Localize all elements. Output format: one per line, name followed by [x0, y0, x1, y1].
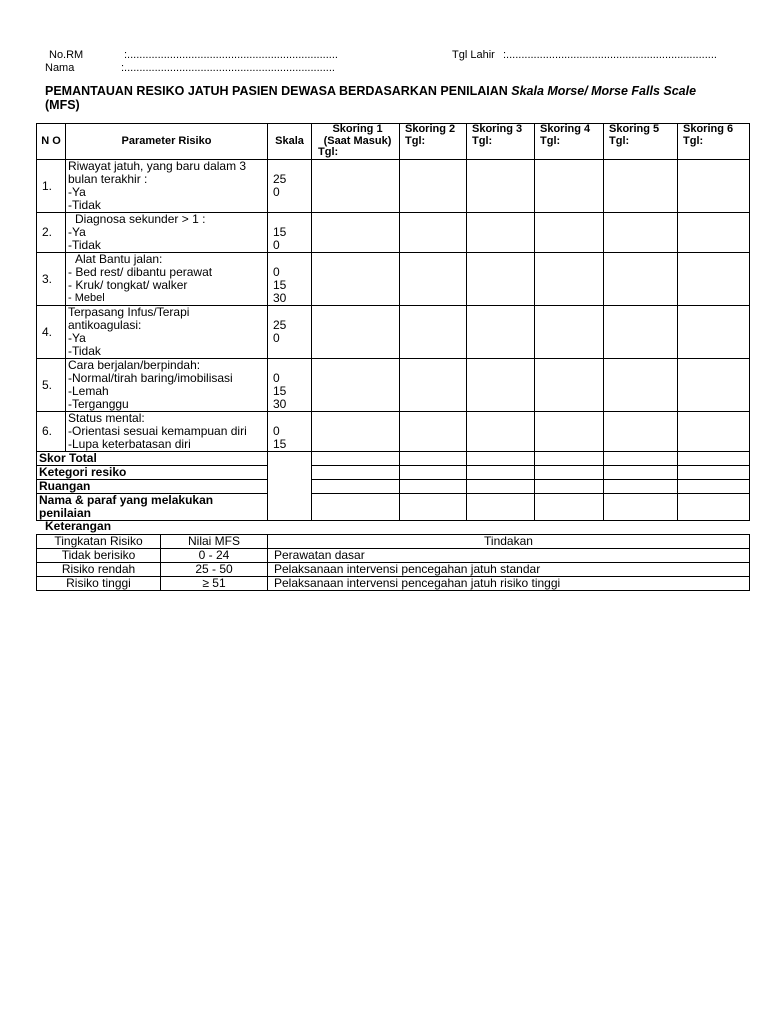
score-cell[interactable]: [604, 452, 678, 466]
score-cell[interactable]: [467, 253, 535, 306]
risk-level: Tidak berisiko: [37, 549, 161, 563]
row-skala: 0 15: [268, 412, 312, 452]
score-cell[interactable]: [535, 452, 604, 466]
score-cell[interactable]: [400, 253, 467, 306]
keterangan-label: Keterangan: [45, 519, 112, 533]
score-cell[interactable]: [312, 253, 400, 306]
page-title: [45, 84, 735, 112]
score-cell[interactable]: [604, 253, 678, 306]
score-cell[interactable]: [535, 359, 604, 412]
row-parameter: Riwayat jatuh, yang baru dalam 3 bulan terakhir : -Ya -Tidak: [66, 160, 268, 213]
skor-total-label: Skor Total: [37, 452, 268, 466]
nama-field[interactable]: :.....................................................................: [121, 62, 335, 74]
score-cell[interactable]: [535, 480, 604, 494]
score-cell[interactable]: [312, 452, 400, 466]
score-cell[interactable]: [678, 359, 750, 412]
row-parameter: Cara berjalan/berpindah: -Normal/tirah baring/imobilisasi -Lemah -Terganggu: [66, 359, 268, 412]
score-cell[interactable]: [535, 160, 604, 213]
row-skala: 25 0: [268, 306, 312, 359]
action-text: Pelaksanaan intervensi pencegahan jatuh risiko tinggi: [268, 577, 750, 591]
score-cell[interactable]: [400, 359, 467, 412]
table-row: [37, 359, 750, 412]
nama-label: Nama: [45, 62, 75, 74]
score-cell[interactable]: [467, 494, 535, 521]
keterangan-header-nilai: Nilai MFS: [161, 535, 268, 549]
score-cell[interactable]: [467, 480, 535, 494]
row-skala: 0 15 30: [268, 359, 312, 412]
title-italic: Skala Morse/ Morse Falls Scale: [511, 84, 697, 98]
score-cell[interactable]: [678, 412, 750, 452]
row-number: 5.: [37, 359, 66, 412]
score-cell[interactable]: [312, 494, 400, 521]
row-parameter: Diagnosa sekunder > 1 : -Ya -Tidak: [66, 213, 268, 253]
keterangan-header-row: [37, 535, 750, 549]
score-cell[interactable]: [678, 452, 750, 466]
score-cell[interactable]: [678, 306, 750, 359]
keterangan-row: [37, 577, 750, 591]
kategori-risiko-row: [37, 466, 750, 480]
col-header-skoring-2: Skoring 2 Tgl:: [400, 124, 467, 160]
score-cell[interactable]: [535, 306, 604, 359]
score-cell[interactable]: [535, 412, 604, 452]
ruangan-row: [37, 480, 750, 494]
title-main: PEMANTAUAN RESIKO JATUH PASIEN DEWASA BERDASARKAN PENILAIAN: [45, 84, 512, 98]
score-cell[interactable]: [400, 480, 467, 494]
row-number: 6.: [37, 412, 66, 452]
table-row: [37, 412, 750, 452]
score-cell[interactable]: [312, 306, 400, 359]
table-row: [37, 160, 750, 213]
score-cell[interactable]: [678, 494, 750, 521]
skor-total-row: [37, 452, 750, 466]
score-cell[interactable]: [604, 213, 678, 253]
score-cell[interactable]: [535, 494, 604, 521]
risk-level: Risiko tinggi: [37, 577, 161, 591]
score-cell[interactable]: [312, 160, 400, 213]
score-cell[interactable]: [535, 253, 604, 306]
keterangan-header-tindakan: Tindakan: [268, 535, 750, 549]
table-row: [37, 213, 750, 253]
kategori-risiko-label: Ketegori resiko: [37, 466, 268, 480]
score-cell[interactable]: [604, 160, 678, 213]
score-cell[interactable]: [312, 412, 400, 452]
score-cell[interactable]: [535, 466, 604, 480]
keterangan-row: [37, 549, 750, 563]
score-cell[interactable]: [400, 494, 467, 521]
action-text: Pelaksanaan intervensi pencegahan jatuh standar: [268, 563, 750, 577]
row-skala: 25 0: [268, 160, 312, 213]
score-cell[interactable]: [400, 306, 467, 359]
score-cell[interactable]: [400, 412, 467, 452]
score-cell[interactable]: [604, 359, 678, 412]
col-header-skala: Skala: [268, 124, 312, 160]
morse-scale-table: [36, 123, 750, 521]
score-cell[interactable]: [467, 213, 535, 253]
table-row: [37, 306, 750, 359]
score-cell[interactable]: [467, 160, 535, 213]
score-cell[interactable]: [467, 412, 535, 452]
score-cell[interactable]: [312, 466, 400, 480]
score-cell[interactable]: [400, 452, 467, 466]
col-header-no: N O: [37, 124, 66, 160]
keterangan-header-tingkatan: Tingkatan Risiko: [37, 535, 161, 549]
score-cell[interactable]: [400, 466, 467, 480]
row-parameter: Status mental: -Orientasi sesuai kemampuan diri -Lupa keterbatasan diri: [66, 412, 268, 452]
mfs-value: 0 - 24: [161, 549, 268, 563]
no-rm-field[interactable]: :.....................................................................: [124, 49, 338, 61]
row-number: 4.: [37, 306, 66, 359]
risk-level: Risiko rendah: [37, 563, 161, 577]
row-number: 3.: [37, 253, 66, 306]
tgl-lahir-field[interactable]: :.....................................................................: [503, 49, 717, 61]
row-skala: 15 0: [268, 213, 312, 253]
score-cell[interactable]: [678, 480, 750, 494]
score-cell[interactable]: [467, 466, 535, 480]
score-cell[interactable]: [678, 466, 750, 480]
mfs-value: ≥ 51: [161, 577, 268, 591]
no-rm-label: No.RM: [49, 49, 84, 61]
row-skala: 0 15 30: [268, 253, 312, 306]
mfs-value: 25 - 50: [161, 563, 268, 577]
nama-paraf-label: Nama & paraf yang melakukan penilaian: [37, 494, 268, 521]
col-header-skoring-6: Skoring 6 Tgl:: [678, 124, 750, 160]
score-cell[interactable]: [312, 359, 400, 412]
footer-skala-blank: [268, 452, 312, 521]
table-row: [37, 253, 750, 306]
score-cell[interactable]: [400, 160, 467, 213]
tgl-lahir-label: Tgl Lahir: [452, 49, 495, 61]
score-cell[interactable]: [604, 412, 678, 452]
row-parameter: Terpasang Infus/Terapi antikoagulasi: -Ya -Tidak: [66, 306, 268, 359]
score-cell[interactable]: [604, 480, 678, 494]
row-number: 1.: [37, 160, 66, 213]
score-cell[interactable]: [400, 213, 467, 253]
col-header-skoring-3: Skoring 3 Tgl:: [467, 124, 535, 160]
score-cell[interactable]: [312, 480, 400, 494]
action-text: Perawatan dasar: [268, 549, 750, 563]
score-cell[interactable]: [535, 213, 604, 253]
keterangan-table: [36, 534, 750, 591]
col-header-parameter: Parameter Risiko: [66, 124, 268, 160]
score-cell[interactable]: [604, 494, 678, 521]
score-cell[interactable]: [678, 160, 750, 213]
col-header-skoring-1: Skoring 1 (Saat Masuk) Tgl:: [312, 124, 400, 160]
ruangan-label: Ruangan: [37, 480, 268, 494]
score-cell[interactable]: [467, 359, 535, 412]
score-cell[interactable]: [678, 213, 750, 253]
nama-paraf-row: [37, 494, 750, 521]
score-cell[interactable]: [678, 253, 750, 306]
title-suffix: (MFS): [45, 98, 80, 112]
keterangan-row: [37, 563, 750, 577]
col-header-skoring-5: Skoring 5 Tgl:: [604, 124, 678, 160]
score-cell[interactable]: [604, 466, 678, 480]
score-cell[interactable]: [312, 213, 400, 253]
col-header-skoring-4: Skoring 4 Tgl:: [535, 124, 604, 160]
score-cell[interactable]: [467, 452, 535, 466]
score-cell[interactable]: [604, 306, 678, 359]
row-parameter: Alat Bantu jalan: - Bed rest/ dibantu perawat - Kruk/ tongkat/ walker - Mebel: [66, 253, 268, 306]
score-cell[interactable]: [467, 306, 535, 359]
row-number: 2.: [37, 213, 66, 253]
